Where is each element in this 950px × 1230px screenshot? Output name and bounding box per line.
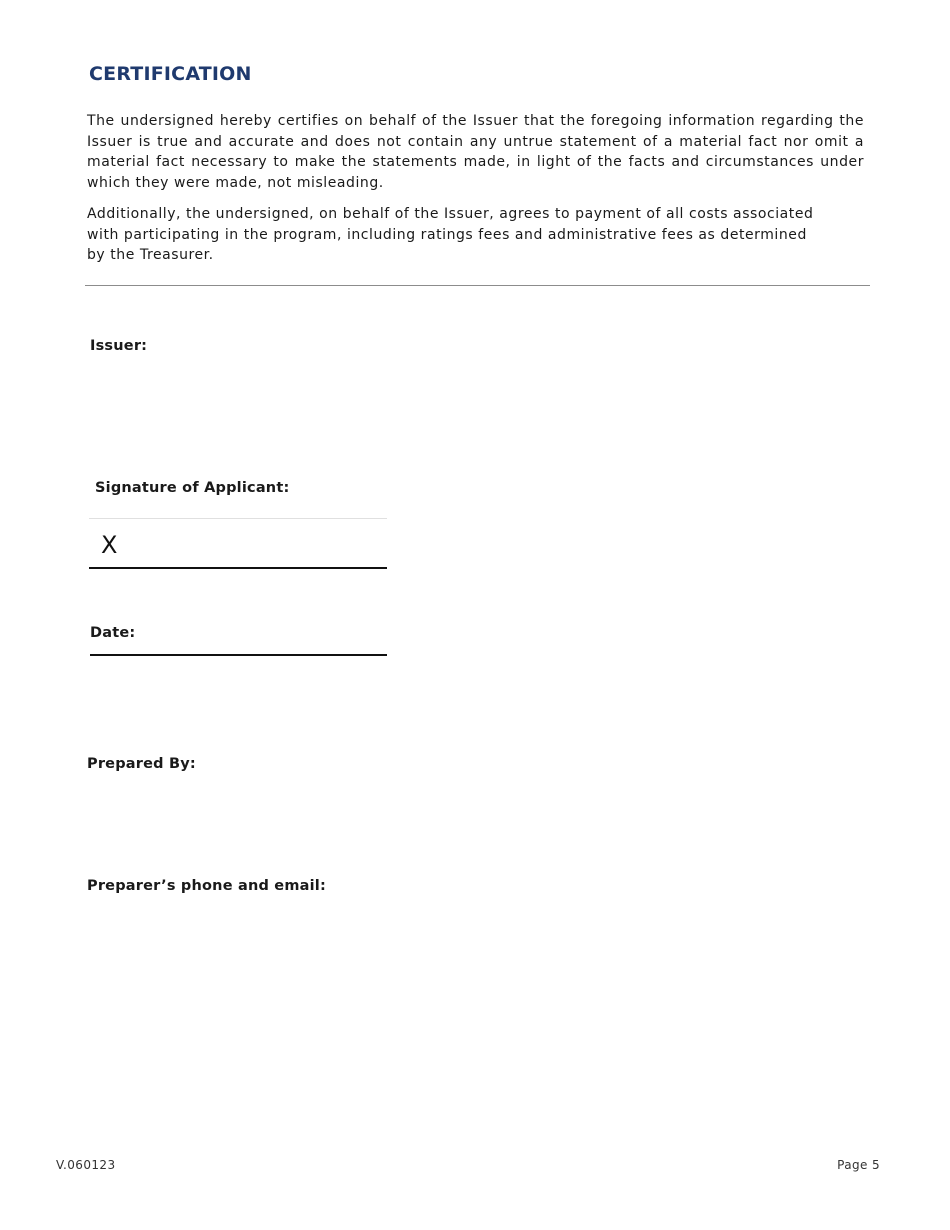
page-title: CERTIFICATION <box>89 63 252 85</box>
issuer-label: Issuer: <box>90 338 148 354</box>
date-label: Date: <box>90 625 136 641</box>
signature-x-mark: X <box>101 531 118 559</box>
section-divider <box>85 285 870 286</box>
certification-paragraph: The undersigned hereby certifies on behalf of the Issuer that the foregoing information regarding the Issuer is true and accurate and does not contain any untrue statement of a material fact nor omit a material fact necessary to make the statements made, in light of the facts and circumstances under which they were made, not misleading. <box>87 113 864 192</box>
signature-label: Signature of Applicant: <box>95 480 290 496</box>
preparer-contact-label: Preparer’s phone and email: <box>87 878 326 894</box>
cost-agreement-paragraph: Additionally, the undersigned, on behalf of the Issuer, agrees to payment of all costs associated with participating in the program, including ratings fees and administrative fees as determined by the Treasurer. <box>87 206 814 264</box>
version-number: V.060123 <box>56 1158 116 1172</box>
page-number: Page 5 <box>837 1158 880 1172</box>
date-field[interactable] <box>90 654 387 656</box>
signature-field[interactable] <box>89 518 387 569</box>
prepared-by-label: Prepared By: <box>87 756 196 772</box>
